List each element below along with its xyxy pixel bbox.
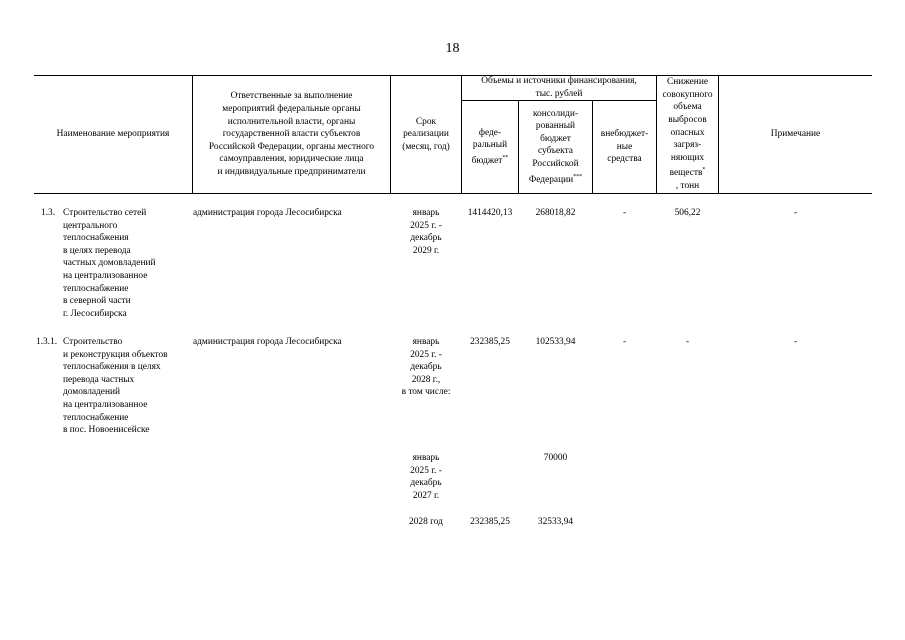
row-extrabudget: - [622, 208, 627, 218]
row-extrabudget: - [622, 337, 627, 347]
subrow-federal: 232385,25 [470, 517, 510, 527]
row-name: Строительство сетей центрального теплоснабжения в целях перевода частных домовладений на централизованное теплоснабжение в северной части г. Лесосибирска [63, 208, 156, 319]
footnote-mark: ** [502, 154, 509, 161]
subrow-period: 2028 год [409, 517, 443, 527]
page-number: 18 [445, 41, 460, 56]
row-consolidated: 268018,82 [535, 208, 576, 218]
header-extrabudget: внебюджет- ные средства [600, 129, 649, 165]
subrow-consolidated: 70000 [543, 453, 568, 463]
row-reduction: - [685, 337, 690, 347]
subrow-consolidated: 32533,94 [537, 517, 574, 527]
row-reduction: 506,22 [674, 208, 701, 218]
header-note: Примечание [770, 129, 821, 140]
header-federal: феде- ральный бюджет** [471, 127, 509, 166]
row-note: - [793, 337, 798, 347]
footnote-mark: * [702, 167, 706, 174]
row-period: январь 2025 г. - декабрь 2028 г., в том числе: [401, 337, 451, 398]
header-responsible: Ответственные за выполнение мероприятий федеральные органы исполнительной власти, органы государственной власти субъектов Российской Федерации, органы местного самоуправления, юридические лица и индивидуальные предприниматели [208, 91, 375, 177]
header-financing: Объемы и источники финансирования, тыс. рублей [481, 76, 637, 99]
row-federal: 1414420,13 [467, 208, 513, 218]
row-period: январь 2025 г. - декабрь 2029 г. [410, 208, 442, 256]
row-note: - [793, 208, 798, 218]
header-consolidated: консолиди- рованный бюджет субъекта Российской Федерации*** [528, 108, 583, 185]
footnote-mark: *** [573, 173, 583, 180]
header-period: Срок реализации (месяц, год) [402, 116, 450, 152]
subrow-period: январь 2025 г. - декабрь 2027 г. [410, 453, 442, 501]
header-reduction: Снижение совокупного объема выбросов опасных загряз- няющих веществ* , тонн [662, 77, 713, 192]
header-bottom-border [34, 193, 872, 194]
row-number: 1.3.1. [36, 337, 58, 347]
row-federal: 232385,25 [470, 337, 510, 347]
row-responsible: администрация города Лесосибирска [193, 208, 342, 218]
row-number: 1.3. [41, 208, 56, 218]
row-consolidated: 102533,94 [535, 337, 576, 347]
row-name: Строительство и реконструкция объектов теплоснабжения в целях перевода частных домовладений на централизованное теплоснабжение в пос. Новоенисейске [63, 337, 168, 436]
header-name: Наименование мероприятия [56, 129, 170, 140]
row-responsible: администрация города Лесосибирска [193, 337, 342, 347]
